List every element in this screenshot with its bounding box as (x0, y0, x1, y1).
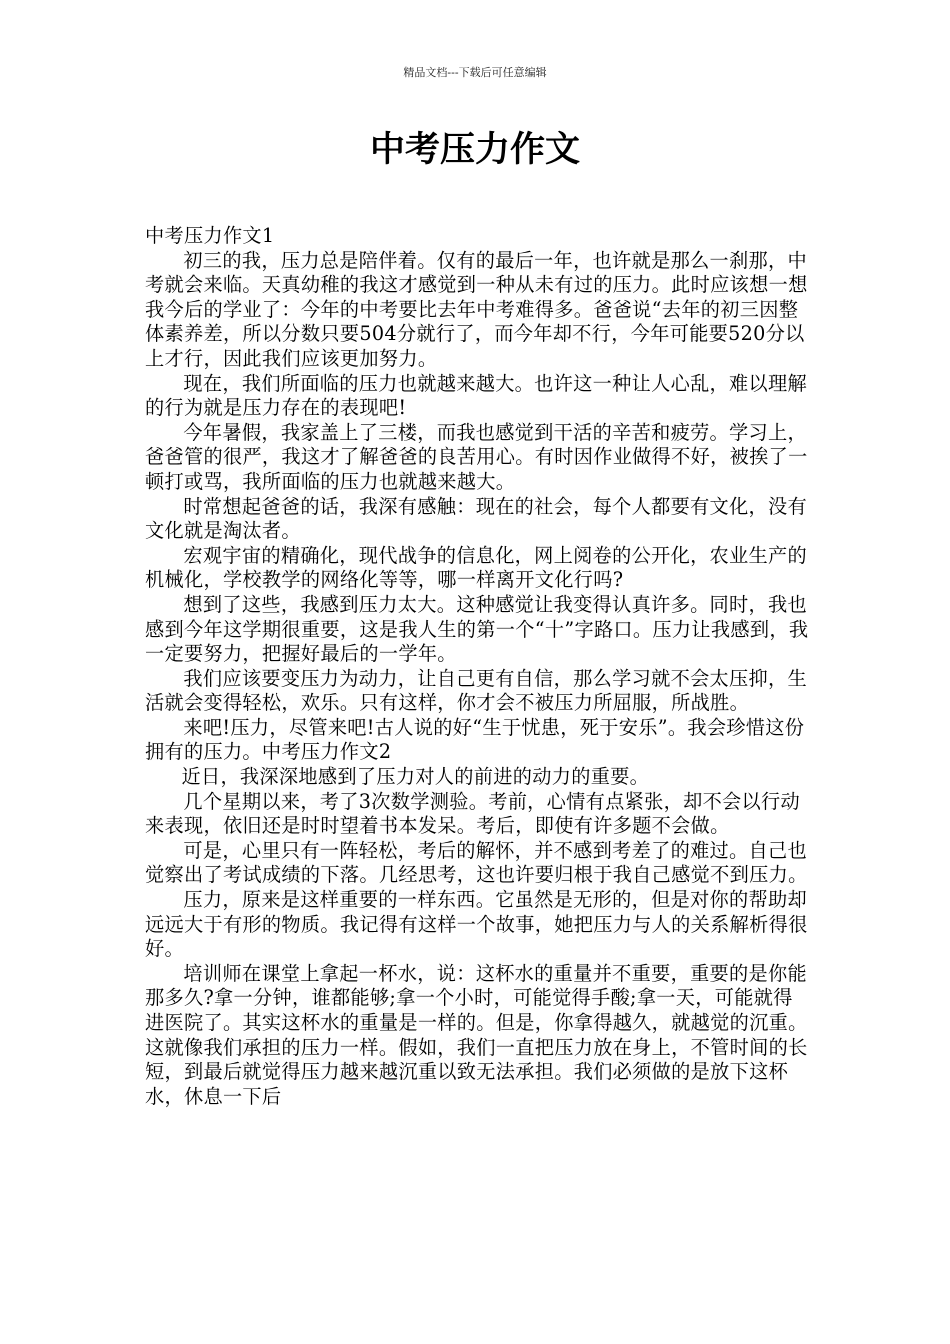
paragraph: 培训师在课堂上拿起一杯水，说：这杯水的重量并不重要，重要的是你能那多久?拿一分钟，谁都能够;拿一个小时，可能觉得手酸;拿一天，可能就得进医院了。其实这杯水的重量是一样的。但是，你拿得越久，就越觉的沉重。这就像我们承担的压力一样。假如，我们一直把压力放在身上，不管时间的长短，到最后就觉得压力越来越沉重以致无法承担。我们必须做的是放下这杯水，休息一下后 (145, 961, 808, 1108)
paragraph: 来吧!压力，尽管来吧!古人说的好“生于忧患，死于安乐”。我会珍惜这份拥有的压力。中考压力作文2 (145, 715, 805, 764)
paragraph: 想到了这些，我感到压力太大。这种感觉让我变得认真许多。同时，我也感到今年这学期很重要，这是我人生的第一个“十”字路口。压力让我感到，我一定要努力，把握好最后的一学年。 (145, 592, 809, 666)
page-header: 精品文档---下载后可任意编辑 (403, 66, 547, 79)
paragraph: 时常想起爸爸的话，我深有感触：现在的社会，每个人都要有文化，没有文化就是淘汰者。 (145, 494, 807, 543)
paragraph: 近日，我深深地感到了压力对人的前进的动力的重要。 (181, 765, 650, 789)
paragraph: 今年暑假，我家盖上了三楼，而我也感觉到干活的辛苦和疲劳。学习上，爸爸管的很严，我这才了解爸爸的良苦用心。有时因作业做得不好，被挨了一顿打或骂，我所面临的压力也就越来越大。 (145, 420, 808, 493)
section-heading-1: 中考压力作文1 (145, 224, 275, 247)
paragraph: 现在，我们所面临的压力也就越来越大。也许这一种让人心乱，难以理解的行为就是压力存在的表现吧! (145, 371, 807, 420)
document-title: 中考压力作文 (369, 130, 580, 170)
paragraph: 宏观宇宙的精确化，现代战争的信息化，网上阅卷的公开化，农业生产的机械化，学校教学的网络化等等，哪一样离开文化行吗? (145, 543, 807, 592)
paragraph: 初三的我，压力总是陪伴着。仅有的最后一年，也许就是那么一刹那，中考就会来临。天真幼稚的我这才感觉到一种从未有过的压力。此时应该想一想我今后的学业了：今年的中考要比去年中考难得多。爸爸说“去年的初三因整体素养差，所以分数只要504分就行了，而今年却不行，今年可能要520分以上才行，因此我们应该更加努力。 (145, 248, 808, 370)
paragraph: 几个星期以来，考了3次数学测验。考前，心情有点紧张，却不会以行动来表现，依旧还是时时望着书本发呆。考后，即使有许多题不会做。 (145, 789, 801, 838)
paragraph: 我们应该要变压力为动力，让自己更有自信，那么学习就不会太压抑，生活就会变得轻松，欢乐。只有这样，你才会不被压力所屈服，所战胜。 (145, 666, 807, 715)
document-body (145, 224, 811, 1109)
paragraph: 可是，心里只有一阵轻松，考后的解怀，并不感到考差了的难过。自己也觉察出了考试成绩的下落。几经思考，这也许要归根于我自己感觉不到压力。 (145, 838, 808, 887)
paragraph: 压力，原来是这样重要的一样东西。它虽然是无形的，但是对你的帮助却远远大于有形的物质。我记得有这样一个故事，她把压力与人的关系解析得很好。 (145, 888, 808, 961)
